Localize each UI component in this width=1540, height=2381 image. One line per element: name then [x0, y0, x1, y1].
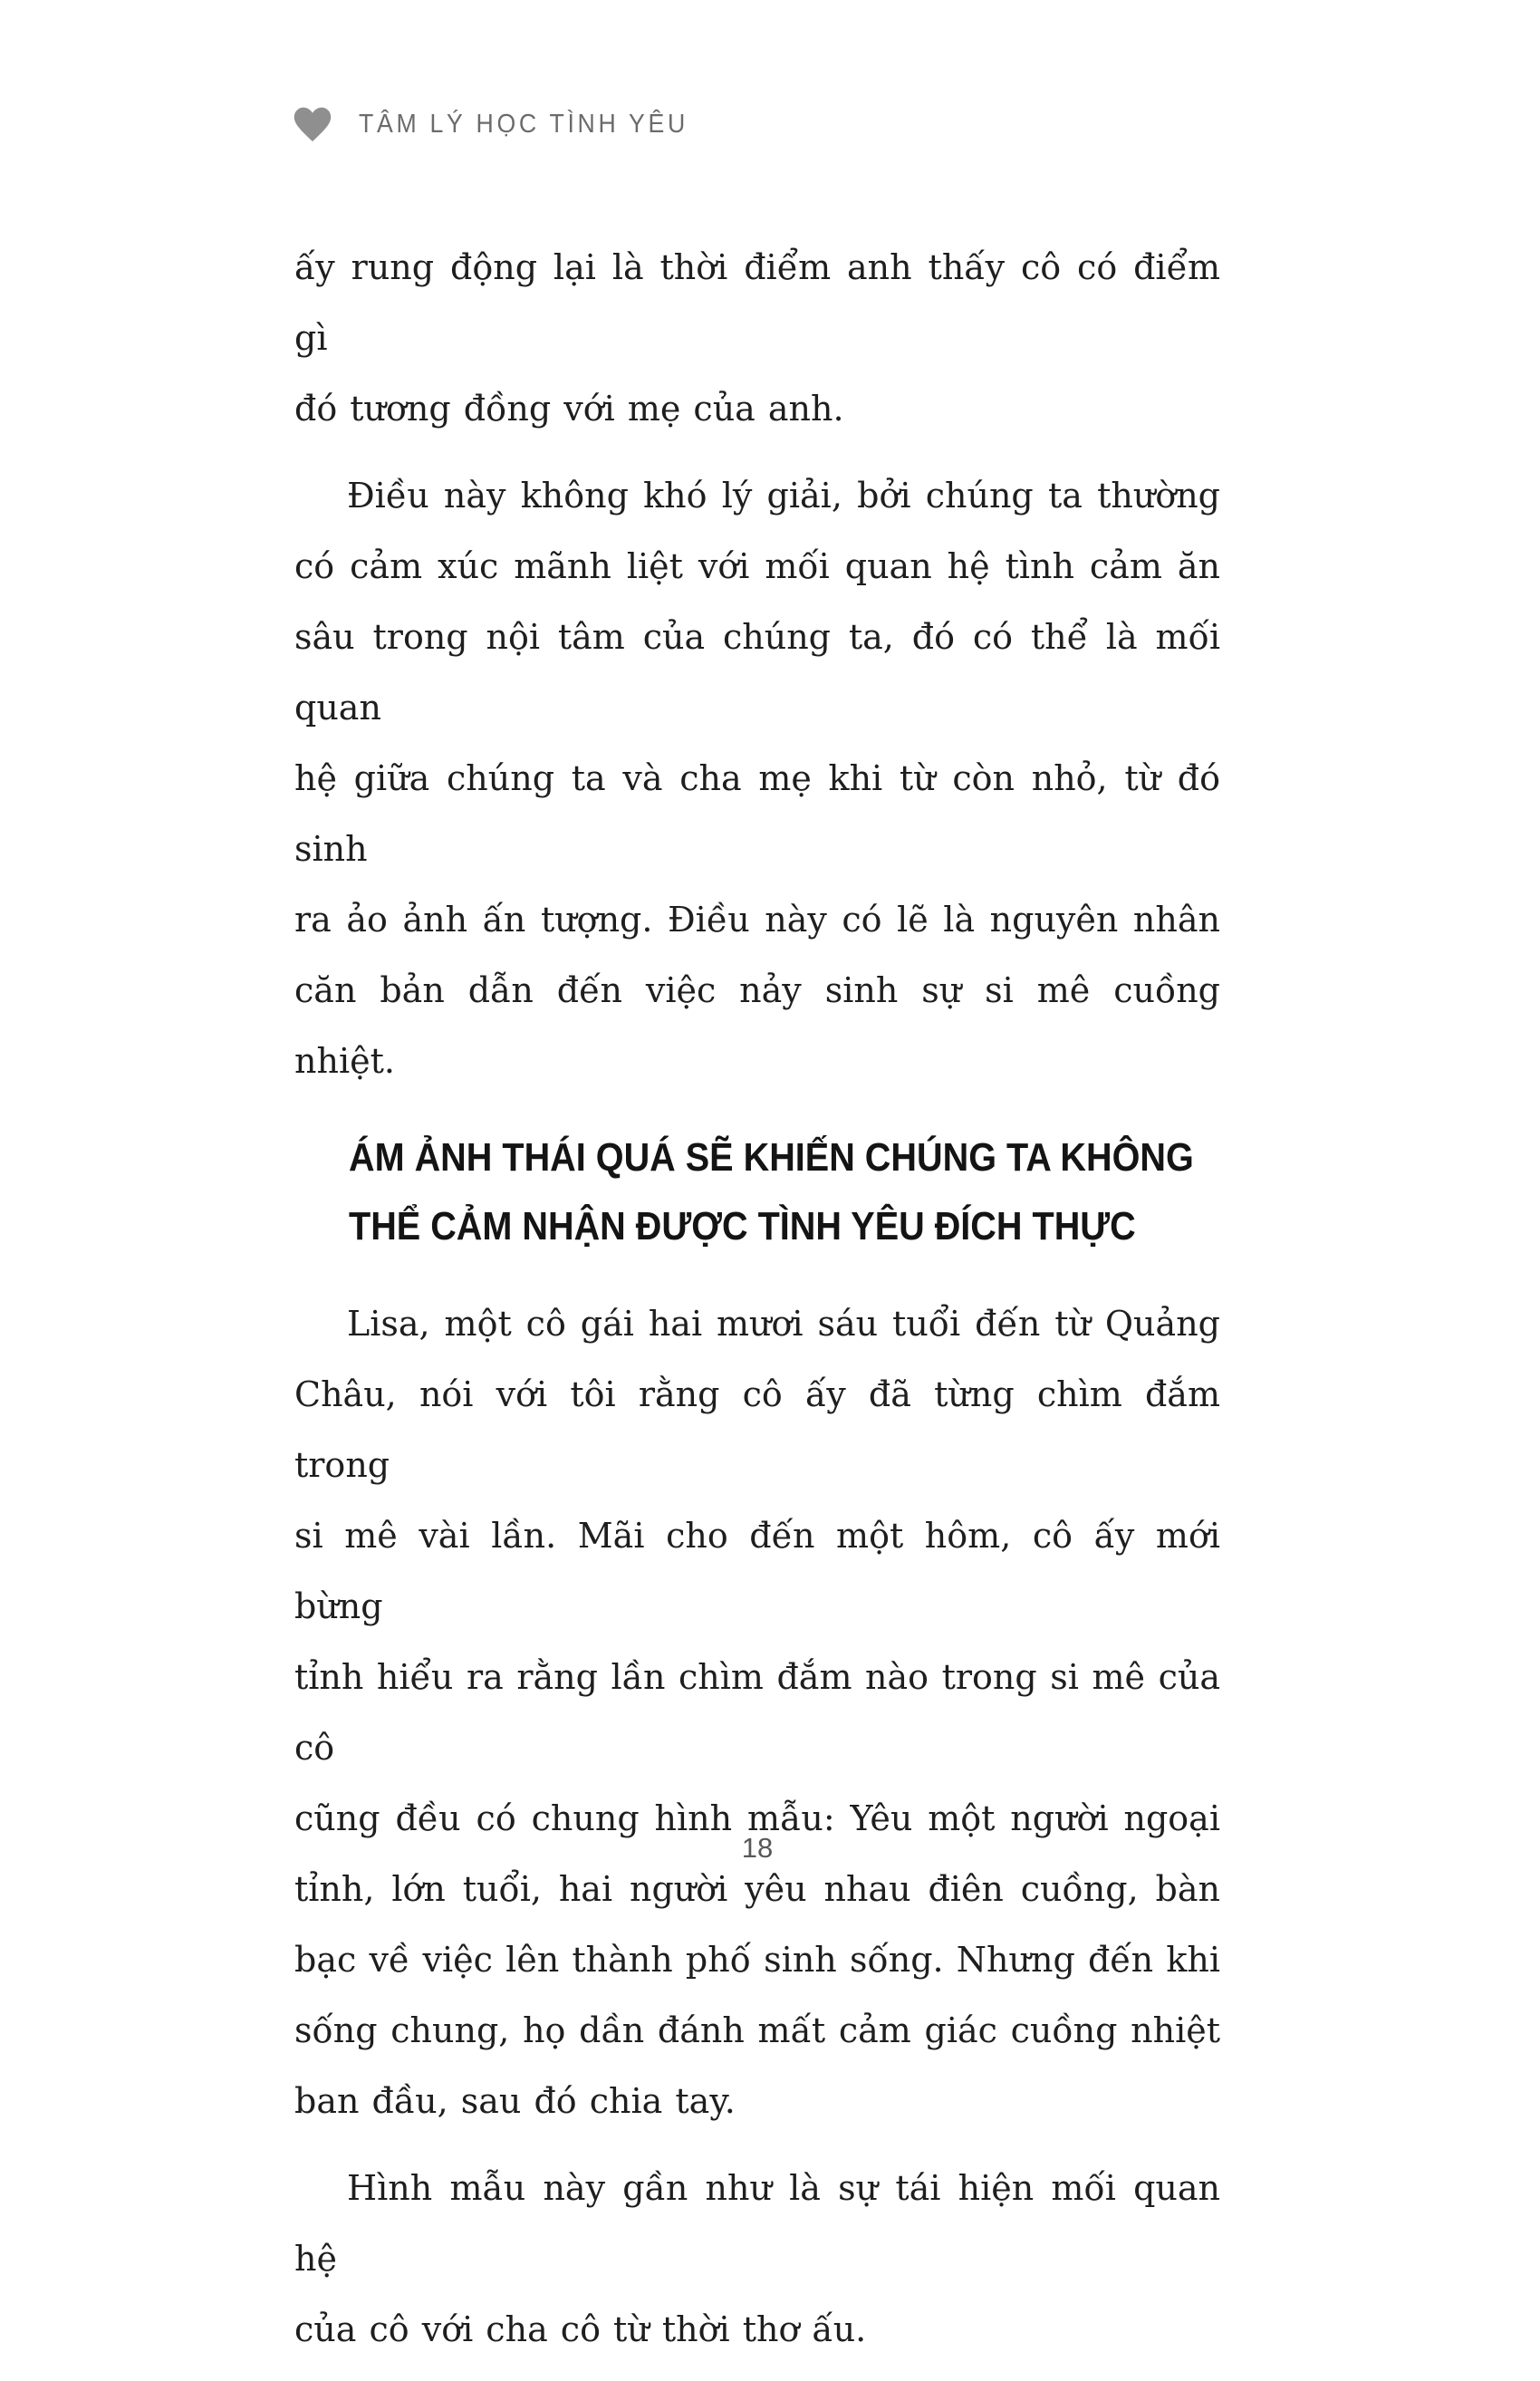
text-line: bạc về việc lên thành phố sinh sống. Nhưng đến khi	[294, 1940, 1220, 1980]
text-line: sâu trong nội tâm của chúng ta, đó có thể là mối quan	[294, 617, 1220, 728]
text-line: tỉnh hiểu ra rằng lần chìm đắm nào trong si mê của cô	[294, 1657, 1220, 1768]
text-line: ban đầu, sau đó chia tay.	[294, 2081, 736, 2121]
text-line: căn bản dẫn đến việc nảy sinh sự si mê cuồng nhiệt.	[294, 970, 1220, 1081]
heading-line: ÁM ẢNH THÁI QUÁ SẼ KHIẾN CHÚNG TA KHÔNG	[349, 1135, 1194, 1180]
text-line: của cô với cha cô từ thời thơ ấu.	[294, 2309, 867, 2349]
text-line: ấy rung động lại là thời điểm anh thấy cô có điểm gì	[294, 247, 1220, 358]
paragraph	[294, 232, 1220, 444]
paragraph	[294, 460, 1220, 1096]
heart-icon	[292, 105, 333, 143]
text-line: ra ảo ảnh ấn tượng. Điều này có lẽ là nguyên nhân	[294, 900, 1220, 940]
text-line: cũng đều có chung hình mẫu: Yêu một người ngoại	[294, 1798, 1220, 1838]
text-line: sống chung, họ dần đánh mất cảm giác cuồng nhiệt	[294, 2010, 1220, 2050]
text-line: si mê vài lần. Mãi cho đến một hôm, cô ấy mới bừng	[294, 1516, 1220, 1626]
text-line: Điều này không khó lý giải, bởi chúng ta thường	[347, 476, 1220, 516]
running-header	[292, 105, 717, 143]
page-number: 18	[741, 1832, 774, 1864]
section-heading	[294, 1123, 1220, 1261]
text-line: đó tương đồng với mẹ của anh.	[294, 389, 844, 429]
paragraph	[294, 1288, 1220, 2136]
text-line: Châu, nói với tôi rằng cô ấy đã từng chìm đắm trong	[294, 1374, 1220, 1485]
paragraph	[294, 2153, 1220, 2365]
text-line: Hình mẫu này gần như là sự tái hiện mối quan hệ	[294, 2168, 1220, 2279]
text-line: Lisa, một cô gái hai mươi sáu tuổi đến từ Quảng	[347, 1304, 1220, 1344]
text-line: tỉnh, lớn tuổi, hai người yêu nhau điên cuồng, bàn	[294, 1869, 1220, 1909]
text-line: hệ giữa chúng ta và cha mẹ khi từ còn nhỏ, từ đó sinh	[294, 758, 1220, 869]
running-header-title: TÂM LÝ HỌC TÌNH YÊU	[359, 109, 688, 139]
page-body	[294, 232, 1220, 2381]
heading-line: THỂ CẢM NHẬN ĐƯỢC TÌNH YÊU ĐÍCH THỰC	[349, 1204, 1136, 1248]
text-line: có cảm xúc mãnh liệt với mối quan hệ tình cảm ăn	[294, 546, 1220, 586]
